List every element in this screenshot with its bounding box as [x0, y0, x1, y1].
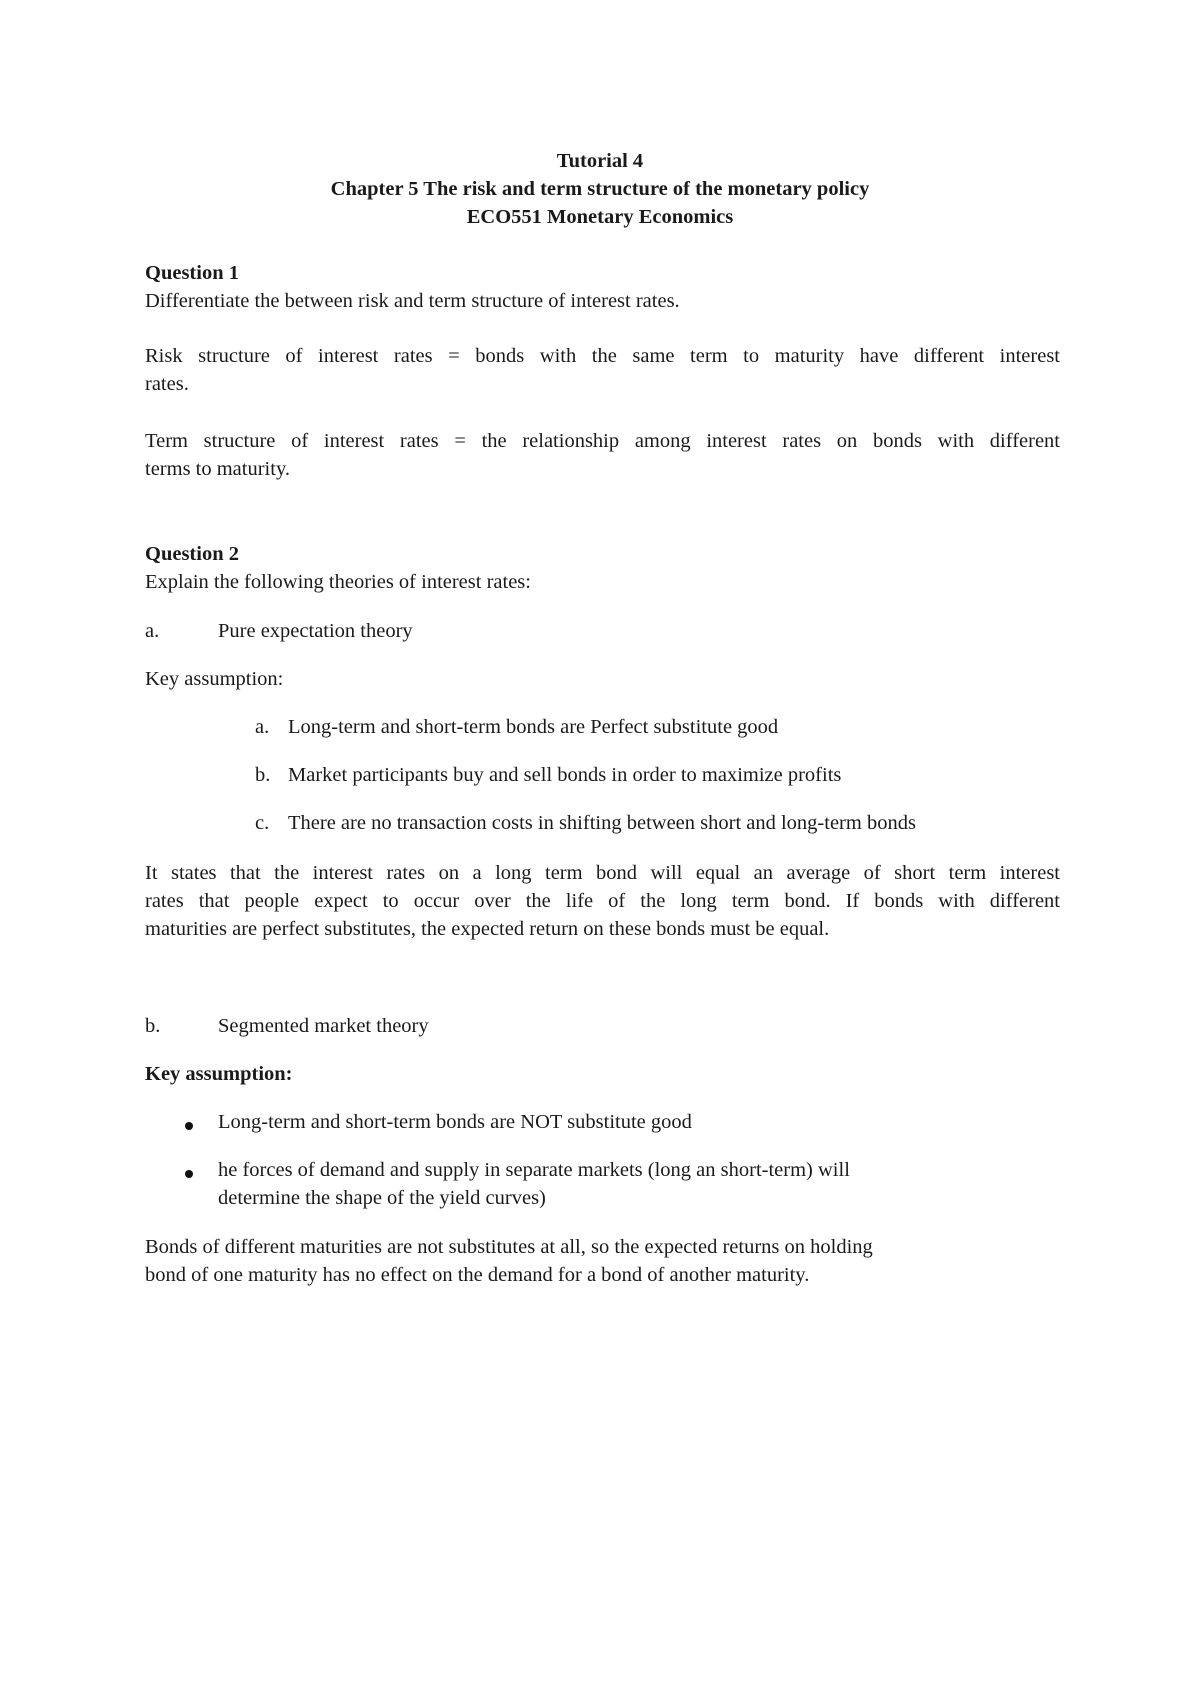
term-structure-line-1: Term structure of interest rates = the relationship among interest rates on bonds with different — [145, 430, 1060, 452]
bullet-2-line-2: determine the shape of the yield curves) — [218, 1187, 546, 1209]
part-b-title: Segmented market theory — [218, 1015, 429, 1037]
bullet-1-text: Long-term and short-term bonds are NOT substitute good — [218, 1111, 692, 1133]
risk-structure-line-1: Risk structure of interest rates = bonds with the same term to maturity have different interest — [145, 345, 1060, 367]
question-1-heading: Question 1 — [145, 262, 239, 284]
assumption-b-text: Market participants buy and sell bonds in order to maximize profits — [288, 764, 842, 786]
part-a-explanation-line-3: maturities are perfect substitutes, the expected return on these bonds must be equal. — [145, 918, 830, 940]
course-title: ECO551 Monetary Economics — [466, 206, 734, 228]
part-a-explanation-line-1: It states that the interest rates on a long term bond will equal an average of short term interest — [145, 862, 1060, 884]
tutorial-title: Tutorial 4 — [556, 150, 644, 172]
assumption-b-marker: b. — [255, 764, 271, 786]
bullet-icon — [185, 1170, 193, 1178]
assumption-c-marker: c. — [255, 812, 270, 834]
part-a-explanation-line-2: rates that people expect to occur over the life of the long term bond. If bonds with different — [145, 890, 1060, 912]
part-b-key-label: Key assumption: — [145, 1063, 293, 1085]
part-b-marker: b. — [145, 1015, 161, 1037]
risk-structure-line-2: rates. — [145, 373, 189, 395]
assumption-a-marker: a. — [255, 716, 270, 738]
bullet-2-line-1: he forces of demand and supply in separate markets (long an short-term) will — [218, 1159, 850, 1181]
question-1-prompt: Differentiate the between risk and term structure of interest rates. — [145, 290, 680, 312]
assumption-c-text: There are no transaction costs in shifting between short and long-term bonds — [288, 812, 916, 834]
part-b-explanation-line-2: bond of one maturity has no effect on the demand for a bond of another maturity. — [145, 1264, 810, 1286]
part-a-key-label: Key assumption: — [145, 668, 284, 690]
bullet-icon — [185, 1122, 193, 1130]
assumption-a-text: Long-term and short-term bonds are Perfect substitute good — [288, 716, 779, 738]
part-b-explanation-line-1: Bonds of different maturities are not substitutes at all, so the expected returns on holding — [145, 1236, 873, 1258]
part-a-title: Pure expectation theory — [218, 620, 413, 642]
question-2-prompt: Explain the following theories of interest rates: — [145, 571, 531, 593]
chapter-title: Chapter 5 The risk and term structure of the monetary policy — [330, 178, 870, 200]
part-a-marker: a. — [145, 620, 160, 642]
term-structure-line-2: terms to maturity. — [145, 458, 290, 480]
question-2-heading: Question 2 — [145, 543, 239, 565]
